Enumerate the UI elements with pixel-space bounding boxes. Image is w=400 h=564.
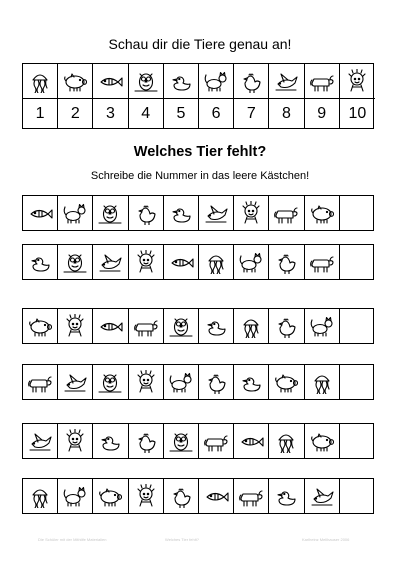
owl-icon [168,429,194,453]
reference-animal-cell [23,64,58,99]
reference-animal-cell [269,64,304,99]
exercise-animal-cell [23,245,58,279]
owl-icon [62,250,88,274]
pig-icon [309,429,335,453]
exercise-animal-cell [23,196,58,230]
exercise-animal-cell [305,196,340,230]
bull-icon [27,370,53,394]
exercise-animal-cell [164,245,199,279]
jellyfish-icon [238,314,264,338]
exercise-animal-cell [199,196,234,230]
answer-box[interactable] [340,479,375,513]
exercise-animal-cell [129,365,164,399]
duck-icon [273,484,299,508]
exercise-animal-cell [199,309,234,343]
hen-icon [273,250,299,274]
footer-left-text: Die Schüler mit der Mithilfe Materialien [38,537,107,542]
exercise-animal-cell [305,424,340,458]
cat-icon [62,201,88,225]
fish-icon [168,250,194,274]
reference-number: 6 [199,99,234,129]
hedgehog-icon [62,314,88,338]
exercise-animal-cell [234,479,269,513]
hen-icon [133,429,159,453]
reference-table [22,63,374,129]
exercise-animal-cell [23,365,58,399]
exercise-animal-cell [93,424,128,458]
exercise-animal-cell [164,479,199,513]
hedgehog-icon [62,429,88,453]
jellyfish-icon [203,250,229,274]
bull-icon [309,250,335,274]
exercise-animal-cell [129,309,164,343]
hen-icon [168,484,194,508]
reference-animal-cell [129,64,164,99]
pig-icon [27,314,53,338]
exercise-animal-cell [164,196,199,230]
hedgehog-icon [238,201,264,225]
cat-icon [62,484,88,508]
jellyfish-icon [273,429,299,453]
exercise-animal-cell [129,424,164,458]
exercise-animal-cell [199,479,234,513]
reference-number: 9 [305,99,340,129]
answer-box[interactable] [340,424,375,458]
bird-icon [203,201,229,225]
cat-icon [168,370,194,394]
exercise-animal-cell [129,479,164,513]
reference-number: 5 [164,99,199,129]
bull-icon [273,201,299,225]
pig-icon [62,69,88,93]
duck-icon [168,201,194,225]
bird-icon [309,484,335,508]
owl-icon [97,201,123,225]
reference-animal-cell [340,64,375,99]
exercise-animal-cell [305,365,340,399]
exercise-animal-cell [93,365,128,399]
exercise-animal-cell [58,196,93,230]
exercise-animal-cell [269,309,304,343]
worksheet-subtitle: Welches Tier fehlt? [133,144,267,160]
reference-animal-cell [234,64,269,99]
exercise-animal-cell [305,245,340,279]
fish-icon [203,484,229,508]
footer-center-text: Welches Tier fehlt? [165,537,199,542]
hedgehog-icon [133,370,159,394]
owl-icon [168,314,194,338]
bull-icon [133,314,159,338]
bird-icon [273,69,299,93]
hedgehog-icon [133,484,159,508]
exercise-animal-cell [58,365,93,399]
jellyfish-icon [27,484,53,508]
exercise-animal-cell [269,365,304,399]
hedgehog-icon [133,250,159,274]
duck-icon [97,429,123,453]
exercise-animal-cell [269,245,304,279]
hen-icon [133,201,159,225]
exercise-animal-cell [23,424,58,458]
exercise-row [22,308,374,344]
exercise-animal-cell [234,245,269,279]
pig-icon [97,484,123,508]
jellyfish-icon [309,370,335,394]
exercise-animal-cell [305,479,340,513]
exercise-animal-cell [305,309,340,343]
cat-icon [238,250,264,274]
pig-icon [273,370,299,394]
duck-icon [203,314,229,338]
exercise-animal-cell [23,309,58,343]
reference-number: 8 [269,99,304,129]
exercise-animal-cell [93,196,128,230]
exercise-animal-cell [234,424,269,458]
duck-icon [27,250,53,274]
exercise-row [22,364,374,400]
cat-icon [203,69,229,93]
hen-icon [273,314,299,338]
exercise-animal-cell [58,424,93,458]
exercise-animal-cell [93,479,128,513]
duck-icon [238,370,264,394]
fish-icon [97,314,123,338]
exercise-row [22,423,374,459]
bull-icon [309,69,335,93]
exercise-animal-cell [199,245,234,279]
pig-icon [309,201,335,225]
owl-icon [133,69,159,93]
duck-icon [168,69,194,93]
bull-icon [238,484,264,508]
exercise-animal-cell [93,309,128,343]
exercise-animal-cell [199,424,234,458]
hen-icon [238,69,264,93]
reference-number: 7 [234,99,269,129]
exercise-animal-cell [269,424,304,458]
exercise-animal-cell [234,196,269,230]
exercise-animal-cell [164,365,199,399]
exercise-animal-cell [234,309,269,343]
bird-icon [62,370,88,394]
reference-animal-cell [199,64,234,99]
reference-number: 4 [129,99,164,129]
exercise-animal-cell [164,309,199,343]
reference-animal-cell [164,64,199,99]
reference-number: 3 [93,99,128,129]
answer-box[interactable] [340,365,375,399]
exercise-row [22,244,374,280]
fish-icon [27,201,53,225]
exercise-animal-cell [58,309,93,343]
cat-icon [309,314,335,338]
reference-number: 1 [23,99,58,129]
exercise-animal-cell [269,479,304,513]
answer-box[interactable] [340,196,375,230]
bird-icon [97,250,123,274]
exercise-animal-cell [58,479,93,513]
exercise-animal-cell [23,479,58,513]
exercise-animal-cell [234,365,269,399]
bird-icon [27,429,53,453]
exercise-animal-cell [199,365,234,399]
reference-animal-cell [58,64,93,99]
answer-box[interactable] [340,245,375,279]
exercise-animal-cell [93,245,128,279]
hen-icon [203,370,229,394]
worksheet-instruction: Schreibe die Nummer in das leere Kästchen! [90,170,310,182]
exercise-animal-cell [58,245,93,279]
worksheet-title: Schau dir die Tiere genau an! [108,36,292,52]
exercise-row [22,195,374,231]
exercise-animal-cell [129,196,164,230]
bull-icon [203,429,229,453]
exercise-animal-cell [164,424,199,458]
exercise-animal-cell [129,245,164,279]
reference-number: 10 [348,105,367,122]
reference-animal-cell [93,64,128,99]
owl-icon [97,370,123,394]
reference-number: 2 [58,99,93,129]
exercise-row [22,478,374,514]
answer-box[interactable] [340,309,375,343]
jellyfish-icon [27,69,53,93]
exercise-animal-cell [269,196,304,230]
fish-icon [238,429,264,453]
reference-animal-cell [305,64,340,99]
footer-right-text: Karlheinz Mellhauser 2006 [302,537,350,542]
fish-icon [97,69,123,93]
hedgehog-icon [344,69,370,93]
